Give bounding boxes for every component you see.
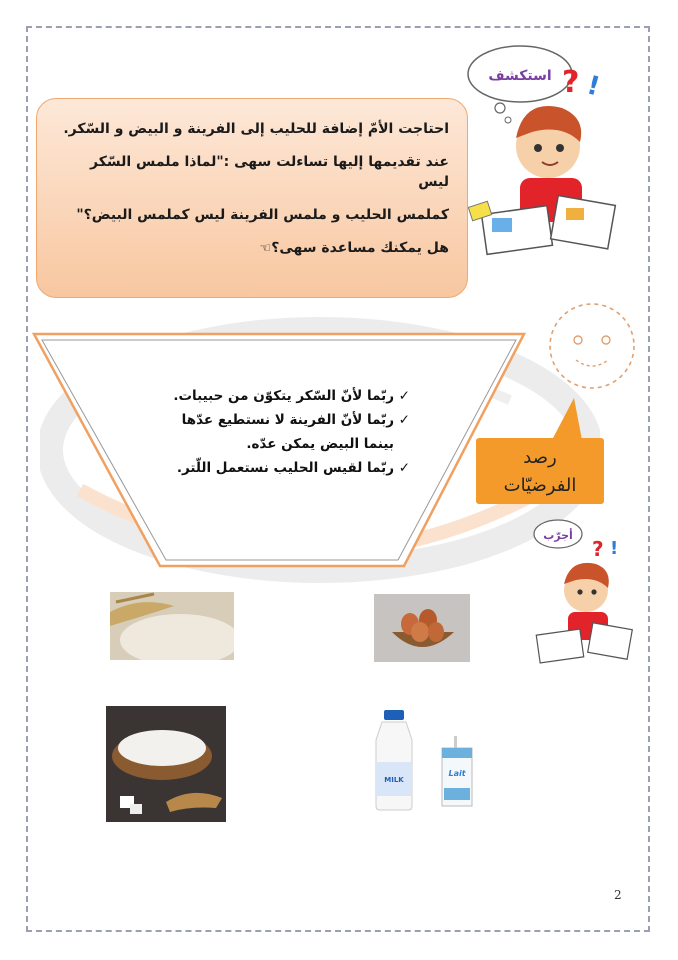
hypotheses-list — [140, 384, 410, 480]
hypotheses-callout — [476, 438, 604, 504]
milk-carton-photo — [434, 736, 478, 808]
sugar-photo — [106, 706, 226, 822]
hypothesis-item: ✓ ربّما لأنّ الفرينة لا نستطيع عدّها — [181, 412, 410, 428]
try-label: أجرّب — [543, 529, 573, 542]
exclamation-icon: ! — [610, 538, 619, 559]
flour-photo — [110, 592, 234, 660]
milk-bottle-label: MILK — [384, 776, 404, 784]
pointing-hand-icon: ☜ — [259, 241, 272, 256]
hypothesis-item: ✓ ربّما لقيس الحليب نستعمل اللّتر. — [176, 460, 410, 476]
eggs-photo — [374, 594, 470, 662]
scenario-line-2: عند تقديمها إليها تساءلت سهى :"لماذا ملمس السّكر ليس — [90, 154, 449, 190]
milk-carton-label: Lait — [448, 769, 466, 778]
smiley-bubble-icon — [546, 290, 638, 410]
milk-bottle-photo — [368, 708, 420, 812]
scenario-line-1: احتاجت الأمّ إضافة للحليب إلى الفرينة و البيض و السّكر. — [63, 121, 449, 137]
hypothesis-item: ✓ ربّما لأنّ السّكر يتكوّن من حبيبات. — [173, 388, 410, 404]
explore-illustration — [462, 34, 640, 266]
callout-pointer — [552, 398, 582, 440]
scenario-box — [36, 98, 468, 298]
scenario-line-3: كملمس الحليب و ملمس الفرينة ليس كملمس البيض؟" — [76, 207, 449, 223]
question-mark-icon: ? — [592, 537, 604, 561]
question-text: هل يمكنك مساعدة سهى؟ — [271, 240, 449, 256]
exclamation-icon: ! — [583, 70, 603, 103]
explore-label: استكشف — [488, 68, 552, 84]
page-number: 2 — [614, 888, 622, 902]
question-mark-icon: ? — [562, 65, 580, 100]
child-reading-icon — [468, 106, 615, 254]
hypothesis-item: بينما البيض يمكن عدّه. — [246, 436, 394, 452]
try-illustration — [530, 512, 642, 672]
scenario-question — [55, 238, 449, 259]
callout-line-1: رصد — [523, 447, 557, 468]
callout-line-2: الفرضيّات — [503, 475, 577, 496]
